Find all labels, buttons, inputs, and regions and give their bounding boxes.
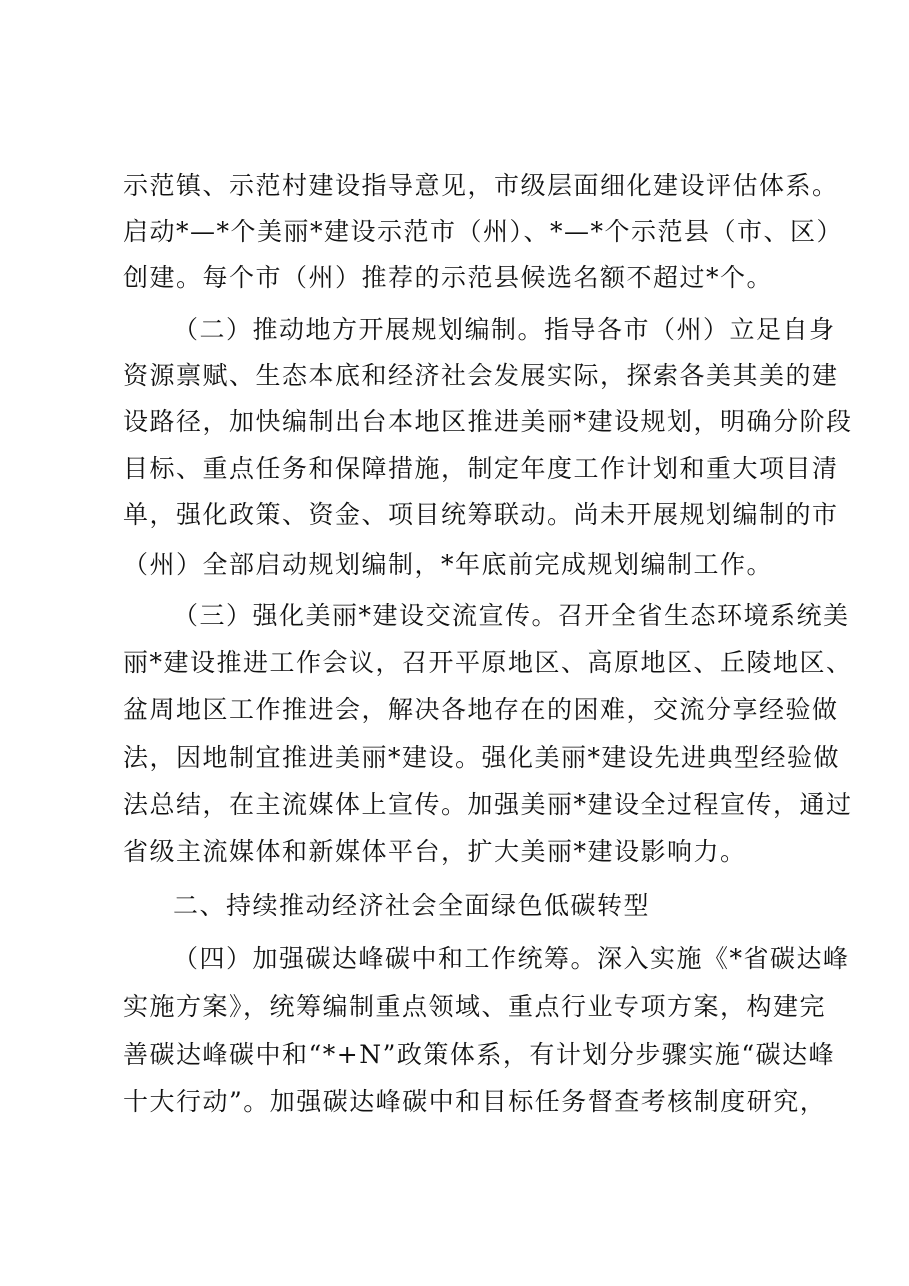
text-line: 创建。每个市（州）推荐的示范县候选名额不超过*个。	[123, 263, 774, 292]
text-line: 资源禀赋、生态本底和经济社会发展实际，探索各美其美的建	[123, 361, 839, 390]
text-line: 实施方案》，统筹编制重点领域、重点行业专项方案，构建完	[123, 992, 827, 1021]
text-line: 单，强化政策、资金、项目统筹联动。尚未开展规划编制的市	[123, 500, 839, 529]
text-line: 丽*建设推进工作会议，召开平原地区、高原地区、丘陵地区、	[123, 648, 853, 677]
paragraph-start: （三）强化美丽*建设交流宣传。召开全省生态环境系统美	[173, 601, 850, 630]
text-line: 设路径，加快编制出台本地区推进美丽*建设规划，明确分阶段	[123, 407, 853, 436]
text-line: 示范镇、示范村建设指导意见，市级层面细化建设评估体系。	[123, 171, 839, 200]
text-line: 盆周地区工作推进会，解决各地存在的困难，交流分享经验做	[123, 695, 839, 724]
paragraph-start: （四）加强碳达峰碳中和工作统筹。深入实施《*省碳达峰	[173, 944, 850, 973]
text-line: 法总结，在主流媒体上宣传。加强美丽*建设全过程宣传，通过	[123, 790, 853, 819]
section-heading: 二、持续推动经济社会全面绿色低碳转型	[173, 891, 651, 920]
text-line: 省级主流媒体和新媒体平台，扩大美丽*建设影响力。	[123, 837, 747, 866]
text-line: 善碳达峰碳中和“*+N”政策体系，有计划分步骤实施“碳达峰	[123, 1040, 836, 1069]
paragraph-start: （二）推动地方开展规划编制。指导各市（州）立足自身	[173, 315, 836, 344]
text-line: 十大行动”。加强碳达峰碳中和目标任务督查考核制度研究，	[123, 1087, 827, 1116]
text-line: 目标、重点任务和保障措施，制定年度工作计划和重大项目清	[123, 454, 839, 483]
text-line: 启动*—*个美丽*建设示范市（州）、*—*个示范县（市、区）	[123, 217, 844, 246]
text-line: （州）全部启动规划编制，*年底前完成规划编制工作。	[123, 550, 774, 579]
text-line: 法，因地制宜推进美丽*建设。强化美丽*建设先进典型经验做	[123, 743, 841, 772]
